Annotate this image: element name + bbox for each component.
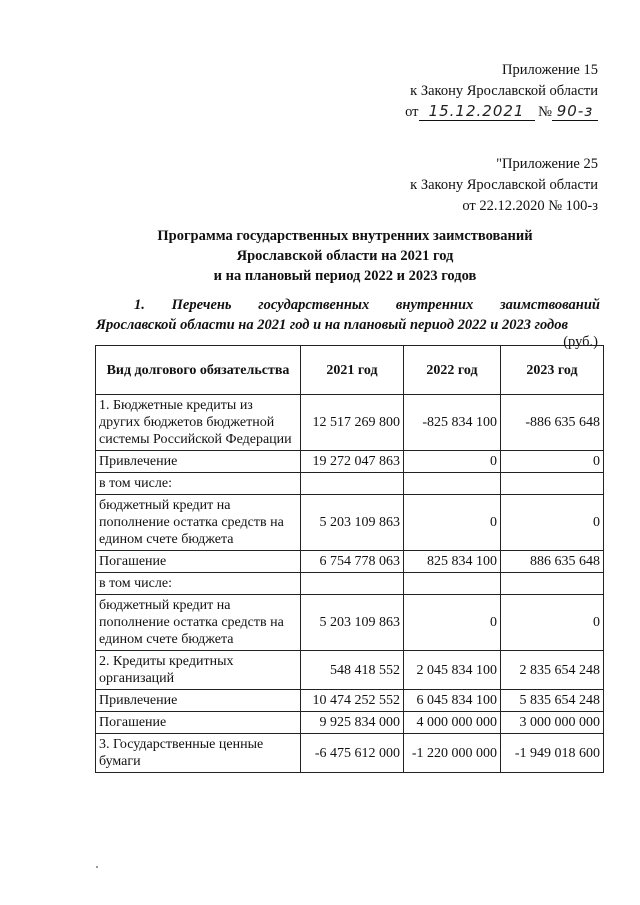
row-label: 1. Бюджетные кредиты из других бюджетов бюджетной системы Российской Федерации — [96, 395, 301, 451]
section-heading-line-1: 1. Перечень государственных внутренних заимствований — [134, 297, 600, 313]
value-2022: 4 000 000 000 — [404, 712, 501, 734]
value-2022: 825 834 100 — [404, 551, 501, 573]
title-line-1: Программа государственных внутренних заимствований — [157, 228, 533, 244]
value-2021: 5 203 109 863 — [301, 495, 404, 551]
scan-speck — [96, 866, 98, 868]
value-2023: -886 635 648 — [501, 395, 604, 451]
value-2023 — [501, 473, 604, 495]
handwritten-number: 90-з — [552, 103, 598, 121]
table-row — [96, 734, 604, 773]
title-line-2: Ярославской области на 2021 год — [236, 248, 454, 264]
value-2023: 0 — [501, 495, 604, 551]
value-2021: 6 754 778 063 — [301, 551, 404, 573]
value-2023 — [501, 573, 604, 595]
table-row — [96, 690, 604, 712]
quoted-appendix-header — [410, 154, 598, 217]
value-2022: -1 220 000 000 — [404, 734, 501, 773]
section-heading-line-2: Ярославской области на 2021 год и на плановый период 2022 и 2023 годов — [96, 317, 568, 333]
value-2023: 0 — [501, 451, 604, 473]
row-label: в том числе: — [96, 473, 301, 495]
value-2022 — [404, 473, 501, 495]
value-2021 — [301, 473, 404, 495]
value-2022: 2 045 834 100 — [404, 651, 501, 690]
value-2023: 886 635 648 — [501, 551, 604, 573]
row-label: в том числе: — [96, 573, 301, 595]
value-2021: -6 475 612 000 — [301, 734, 404, 773]
value-2023: 0 — [501, 595, 604, 651]
quoted-appendix-law: к Закону Ярославской области — [410, 177, 598, 193]
value-2022: 0 — [404, 451, 501, 473]
borrowing-table — [95, 345, 604, 773]
table-row — [96, 551, 604, 573]
row-label: бюджетный кредит на пополнение остатка средств на едином счете бюджета — [96, 495, 301, 551]
value-2021: 5 203 109 863 — [301, 595, 404, 651]
quoted-appendix-date: от 22.12.2020 № 100-з — [462, 198, 598, 214]
row-label: Привлечение — [96, 690, 301, 712]
table-row — [96, 473, 604, 495]
table-row — [96, 712, 604, 734]
value-2022: 0 — [404, 495, 501, 551]
value-2023: 3 000 000 000 — [501, 712, 604, 734]
table-row — [96, 451, 604, 473]
column-header-2021: 2021 год — [301, 346, 404, 395]
appendix-law: к Закону Ярославской области — [410, 83, 598, 99]
column-header-type: Вид долгового обязательства — [96, 346, 301, 395]
value-2021: 12 517 269 800 — [301, 395, 404, 451]
handwritten-date: 15.12.2021 — [419, 103, 535, 121]
column-header-2023: 2023 год — [501, 346, 604, 395]
value-2021 — [301, 573, 404, 595]
row-label: 2. Кредиты кредитных организаций — [96, 651, 301, 690]
column-header-2022: 2022 год — [404, 346, 501, 395]
value-2023: 2 835 654 248 — [501, 651, 604, 690]
row-label: 3. Государственные ценные бумаги — [96, 734, 301, 773]
table-row — [96, 595, 604, 651]
quoted-appendix-number: "Приложение 25 — [496, 156, 598, 172]
table-row — [96, 573, 604, 595]
document-title — [90, 226, 600, 286]
value-2021: 19 272 047 863 — [301, 451, 404, 473]
table-row — [96, 495, 604, 551]
value-2021: 9 925 834 000 — [301, 712, 404, 734]
value-2023: -1 949 018 600 — [501, 734, 604, 773]
value-2021: 10 474 252 552 — [301, 690, 404, 712]
row-label: бюджетный кредит на пополнение остатка средств на едином счете бюджета — [96, 595, 301, 651]
number-prefix: № — [538, 104, 552, 120]
row-label: Привлечение — [96, 451, 301, 473]
currency-unit: (руб.) — [563, 334, 598, 350]
row-label: Погашение — [96, 712, 301, 734]
value-2022: 0 — [404, 595, 501, 651]
appendix-date-line — [405, 102, 598, 123]
appendix-header — [405, 60, 598, 123]
table-row — [96, 651, 604, 690]
value-2022 — [404, 573, 501, 595]
value-2022: 6 045 834 100 — [404, 690, 501, 712]
row-label: Погашение — [96, 551, 301, 573]
section-heading — [96, 295, 600, 335]
value-2022: -825 834 100 — [404, 395, 501, 451]
value-2023: 5 835 654 248 — [501, 690, 604, 712]
appendix-number: Приложение 15 — [502, 62, 598, 78]
table-row — [96, 395, 604, 451]
value-2021: 548 418 552 — [301, 651, 404, 690]
table-header-row — [96, 346, 604, 395]
title-line-3: и на плановый период 2022 и 2023 годов — [213, 268, 477, 284]
date-prefix: от — [405, 104, 419, 120]
